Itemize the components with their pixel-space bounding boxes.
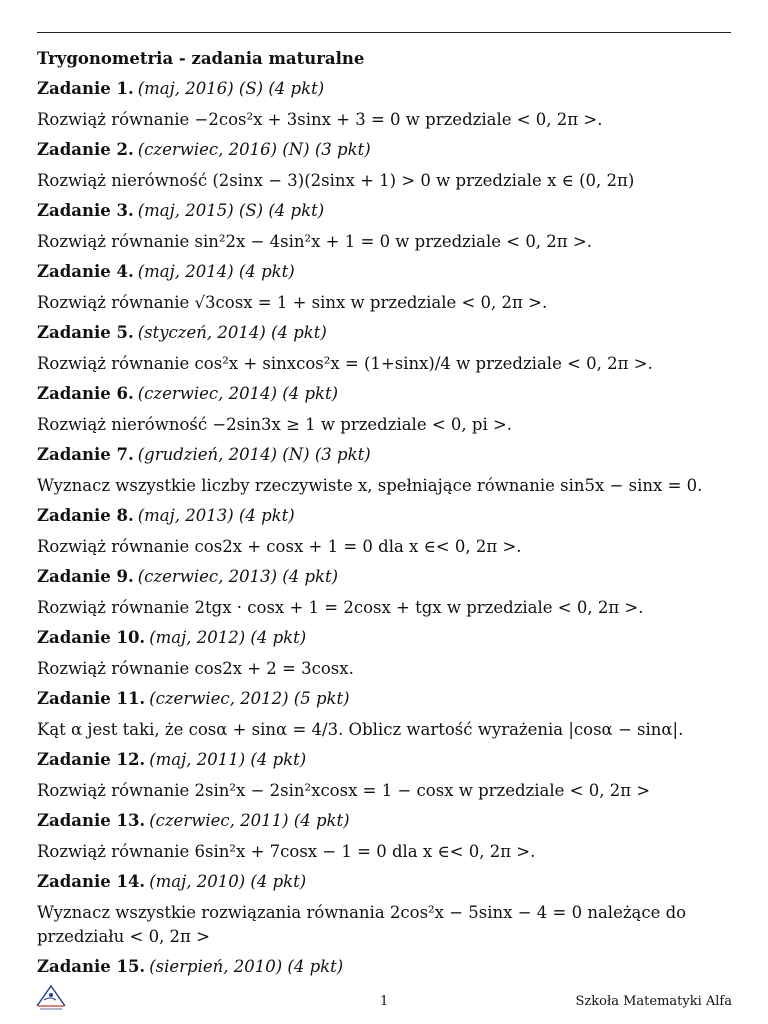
task-10 (37, 625, 738, 681)
task-label: Zadanie 9. (37, 567, 134, 586)
task-label: Zadanie 10. (37, 628, 146, 647)
task-meta: (czerwiec, 2011) (4 pkt) (149, 811, 350, 830)
task-body: Wyznacz wszystkie liczby rzeczywiste x, spełniające równanie sin5x − sinx = 0. (37, 476, 703, 495)
task-label: Zadanie 12. (37, 750, 146, 769)
task-body: Rozwiąż nierówność −2sin3x ≥ 1 w przedziale < 0, pi >. (37, 415, 513, 434)
task-12 (37, 747, 738, 803)
task-meta: (maj, 2013) (4 pkt) (137, 506, 295, 525)
task-body: Rozwiąż równanie 6sin²x + 7cosx − 1 = 0 dla x ∈< 0, 2π >. (37, 842, 536, 861)
task-label: Zadanie 11. (37, 689, 146, 708)
task-meta: (maj, 2015) (S) (4 pkt) (137, 201, 325, 220)
task-meta: (czerwiec, 2013) (4 pkt) (137, 567, 339, 586)
task-label: Zadanie 7. (37, 445, 134, 464)
task-1 (37, 76, 738, 132)
task-body: Rozwiąż równanie sin²2x − 4sin²x + 1 = 0 w przedziale < 0, 2π >. (37, 232, 592, 251)
task-meta: (maj, 2012) (4 pkt) (149, 628, 307, 647)
task-meta: (maj, 2011) (4 pkt) (149, 750, 307, 769)
task-body: Rozwiąż równanie cos²x + sinxcos²x = (1+sinx)/4 w przedziale < 0, 2π >. (37, 354, 653, 373)
task-6 (37, 381, 738, 437)
task-meta: (sierpień, 2010) (4 pkt) (149, 957, 344, 976)
task-label: Zadanie 6. (37, 384, 134, 403)
page-footer (0, 988, 768, 1018)
task-4 (37, 259, 738, 315)
task-body: Rozwiąż równanie √3cosx = 1 + sinx w przedziale < 0, 2π >. (37, 293, 548, 312)
task-15 (37, 954, 738, 980)
task-body: Rozwiąż równanie 2tgx · cosx + 1 = 2cosx + tgx w przedziale < 0, 2π >. (37, 598, 644, 617)
header-rule (37, 32, 731, 33)
task-body: Wyznacz wszystkie rozwiązania równania 2cos²x − 5sinx − 4 = 0 należące do przedziału < 0, 2π > (37, 903, 687, 946)
task-body: Rozwiąż równanie cos2x + 2 = 3cosx. (37, 659, 354, 678)
task-body: Rozwiąż równanie 2sin²x − 2sin²xcosx = 1 − cosx w przedziale < 0, 2π > (37, 781, 651, 800)
document-title: Trygonometria - zadania maturalne (37, 49, 365, 68)
task-label: Zadanie 8. (37, 506, 134, 525)
task-label: Zadanie 5. (37, 323, 134, 342)
document-content (37, 47, 738, 980)
task-5 (37, 320, 738, 376)
school-logo-icon (34, 984, 68, 1014)
school-name: Szkoła Matematyki Alfa (575, 994, 732, 1009)
task-label: Zadanie 2. (37, 140, 134, 159)
task-label: Zadanie 4. (37, 262, 134, 281)
task-3 (37, 198, 738, 254)
task-9 (37, 564, 738, 620)
task-meta: (grudzień, 2014) (N) (3 pkt) (137, 445, 371, 464)
task-meta: (styczeń, 2014) (4 pkt) (137, 323, 327, 342)
task-14 (37, 869, 738, 949)
task-label: Zadanie 13. (37, 811, 146, 830)
task-2 (37, 137, 738, 193)
task-body: Kąt α jest taki, że cosα + sinα = 4/3. Oblicz wartość wyrażenia |cosα − sinα|. (37, 720, 684, 739)
task-label: Zadanie 1. (37, 79, 134, 98)
task-label: Zadanie 15. (37, 957, 146, 976)
task-body: Rozwiąż równanie −2cos²x + 3sinx + 3 = 0 w przedziale < 0, 2π >. (37, 110, 603, 129)
task-meta: (maj, 2010) (4 pkt) (149, 872, 307, 891)
task-body: Rozwiąż nierówność (2sinx − 3)(2sinx + 1) > 0 w przedziale x ∈ (0, 2π) (37, 171, 635, 190)
task-meta: (czerwiec, 2012) (5 pkt) (149, 689, 350, 708)
task-meta: (maj, 2016) (S) (4 pkt) (137, 79, 325, 98)
task-meta: (czerwiec, 2016) (N) (3 pkt) (137, 140, 371, 159)
task-body: Rozwiąż równanie cos2x + cosx + 1 = 0 dla x ∈< 0, 2π >. (37, 537, 522, 556)
task-7 (37, 442, 738, 498)
task-label: Zadanie 3. (37, 201, 134, 220)
page-number: 1 (380, 994, 389, 1009)
task-label: Zadanie 14. (37, 872, 146, 891)
task-11 (37, 686, 738, 742)
task-meta: (czerwiec, 2014) (4 pkt) (137, 384, 339, 403)
task-meta: (maj, 2014) (4 pkt) (137, 262, 295, 281)
task-13 (37, 808, 738, 864)
task-8 (37, 503, 738, 559)
